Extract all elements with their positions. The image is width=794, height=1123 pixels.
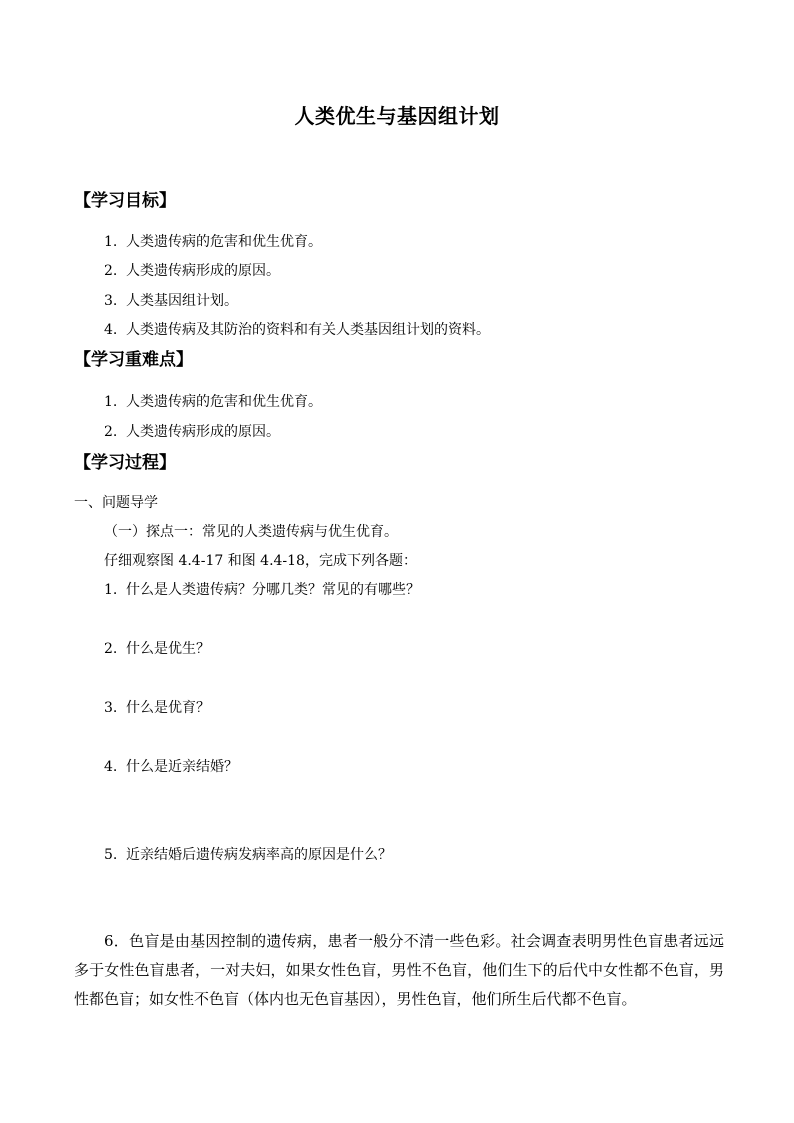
item-number: 1. bbox=[104, 582, 118, 598]
part-heading: 一、问题导学 bbox=[74, 495, 158, 511]
item-number: 3. bbox=[104, 700, 118, 716]
instruction-text: 仔细观察图 4.4-17 和图 4.4-18，完成下列各题： bbox=[104, 553, 417, 569]
item-number: 2. bbox=[104, 641, 118, 657]
item-text: 什么是近亲结婚？ bbox=[126, 759, 238, 775]
item-text: 什么是人类遗传病？分哪几类？常见的有哪些？ bbox=[126, 582, 420, 598]
section-heading-key-points: 【学习重难点】 bbox=[74, 350, 193, 370]
question-item bbox=[104, 848, 392, 862]
objective-item bbox=[104, 235, 322, 249]
section-heading-objectives: 【学习目标】 bbox=[74, 191, 176, 211]
item-text: 人类遗传病及其防治的资料和有关人类基因组计划的资料。 bbox=[126, 322, 490, 338]
subpart-heading: （一）探点一：常见的人类遗传病与优生优育。 bbox=[104, 524, 398, 540]
objective-item bbox=[104, 323, 490, 337]
item-text: 人类基因组计划。 bbox=[126, 293, 238, 309]
question-item bbox=[104, 760, 238, 774]
item-number: 1. bbox=[104, 234, 118, 250]
key-point-item bbox=[104, 425, 280, 439]
question-6-paragraph: 6．色盲是由基因控制的遗传病，患者一般分不清一些色彩。社会调查表明男性色盲患者远远多于女性色盲患者，一对夫妇，如果女性色盲，男性不色盲，他们生下的后代中女性都不色盲，男性都色盲；如女性不色盲（体内也无色盲基因），男性色盲，他们所生后代都不色盲。 bbox=[74, 932, 724, 1008]
section-heading-process: 【学习过程】 bbox=[74, 453, 176, 473]
item-number: 2. bbox=[104, 263, 118, 279]
objective-item bbox=[104, 294, 238, 308]
item-text: 人类遗传病形成的原因。 bbox=[126, 424, 280, 440]
question-item bbox=[104, 642, 210, 656]
item-text: 人类遗传病的危害和优生优育。 bbox=[126, 394, 322, 410]
page-title: 人类优生与基因组计划 bbox=[294, 104, 500, 128]
item-number: 5. bbox=[104, 847, 118, 863]
objective-item bbox=[104, 264, 280, 278]
item-text: 什么是优生？ bbox=[126, 641, 210, 657]
question-item bbox=[104, 701, 210, 715]
item-number: 2. bbox=[104, 424, 118, 440]
item-text: 什么是优育？ bbox=[126, 700, 210, 716]
item-number: 4. bbox=[104, 759, 118, 775]
item-number: 3. bbox=[104, 293, 118, 309]
question-item bbox=[104, 583, 420, 597]
key-point-item bbox=[104, 395, 322, 409]
item-number: 1. bbox=[104, 394, 118, 410]
item-text: 近亲结婚后遗传病发病率高的原因是什么？ bbox=[126, 847, 392, 863]
item-number: 4. bbox=[104, 322, 118, 338]
item-text: 人类遗传病形成的原因。 bbox=[126, 263, 280, 279]
item-text: 人类遗传病的危害和优生优育。 bbox=[126, 234, 322, 250]
